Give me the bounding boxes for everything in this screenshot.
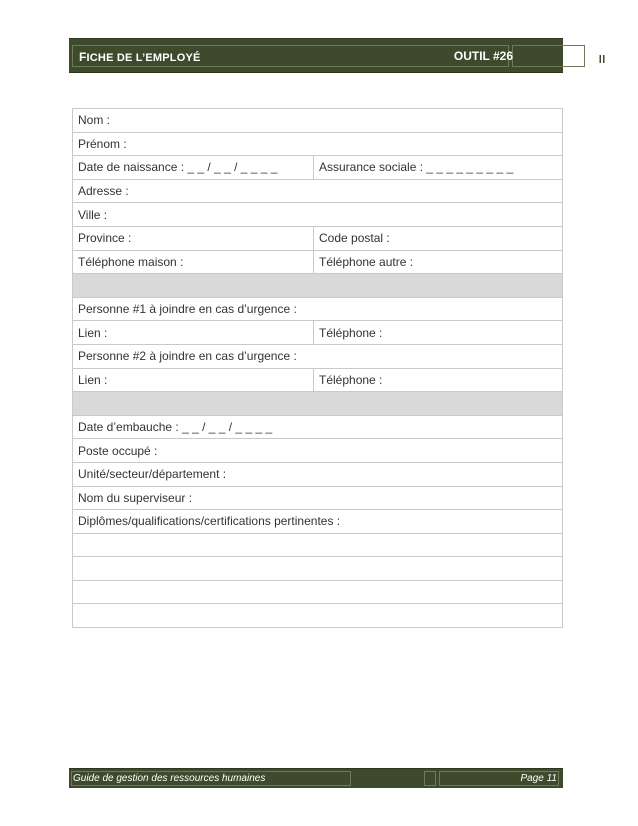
header-tool-cell bbox=[512, 45, 585, 67]
form-row bbox=[73, 226, 563, 250]
separator-row bbox=[73, 274, 563, 298]
field-urgence-1: Personne #1 à joindre en cas d’urgence : bbox=[73, 297, 563, 321]
form-row bbox=[73, 179, 563, 203]
blank-cell bbox=[73, 604, 563, 628]
field-lien-1: Lien : bbox=[73, 321, 314, 345]
form-row bbox=[73, 486, 563, 510]
field-prenom: Prénom : bbox=[73, 132, 563, 156]
field-province: Province : bbox=[73, 226, 314, 250]
field-tel-urgence-2: Téléphone : bbox=[314, 368, 563, 392]
page-title: FICHE DE L’EMPLOYÉ bbox=[79, 50, 201, 64]
form-row bbox=[73, 415, 563, 439]
field-tel-urgence-1: Téléphone : bbox=[314, 321, 563, 345]
field-diplomes: Diplômes/qualifications/certifications pertinentes : bbox=[73, 510, 563, 534]
field-nom: Nom : bbox=[73, 109, 563, 133]
blank-row bbox=[73, 533, 563, 557]
field-superviseur: Nom du superviseur : bbox=[73, 486, 563, 510]
blank-cell bbox=[73, 557, 563, 581]
blank-cell bbox=[73, 533, 563, 557]
form-row bbox=[73, 439, 563, 463]
field-ville: Ville : bbox=[73, 203, 563, 227]
separator-row bbox=[73, 392, 563, 416]
footer-band bbox=[69, 768, 563, 788]
blank-row bbox=[73, 604, 563, 628]
blank-row bbox=[73, 580, 563, 604]
form-row bbox=[73, 344, 563, 368]
blank-cell bbox=[73, 580, 563, 604]
form-row bbox=[73, 321, 563, 345]
field-tel-maison: Téléphone maison : bbox=[73, 250, 314, 274]
field-code-postal: Code postal : bbox=[314, 226, 563, 250]
field-date-embauche: Date d’embauche : _ _ / _ _ / _ _ _ _ bbox=[73, 415, 563, 439]
form-row bbox=[73, 297, 563, 321]
field-lien-2: Lien : bbox=[73, 368, 314, 392]
header-band bbox=[69, 38, 563, 73]
blank-row bbox=[73, 557, 563, 581]
field-assurance-sociale: Assurance sociale : _ _ _ _ _ _ _ _ _ bbox=[314, 156, 563, 180]
form-row bbox=[73, 368, 563, 392]
separator-cell bbox=[73, 274, 563, 298]
form-row bbox=[73, 156, 563, 180]
field-adresse: Adresse : bbox=[73, 179, 563, 203]
field-unite: Unité/secteur/département : bbox=[73, 462, 563, 486]
employee-form bbox=[72, 108, 563, 628]
usb-key-icon bbox=[589, 39, 615, 72]
field-tel-autre: Téléphone autre : bbox=[314, 250, 563, 274]
form-row bbox=[73, 510, 563, 534]
form-row bbox=[73, 203, 563, 227]
footer-page-number: Page 11 bbox=[520, 773, 557, 784]
separator-cell bbox=[73, 392, 563, 416]
form-row bbox=[73, 462, 563, 486]
footer-guide-title: Guide de gestion des ressources humaines bbox=[73, 773, 266, 784]
field-poste: Poste occupé : bbox=[73, 439, 563, 463]
form-row bbox=[73, 132, 563, 156]
footer-cell bbox=[424, 771, 436, 786]
form-row bbox=[73, 250, 563, 274]
field-date-naissance: Date de naissance : _ _ / _ _ / _ _ _ _ bbox=[73, 156, 314, 180]
tool-number: OUTIL #26 bbox=[453, 49, 513, 63]
form-row bbox=[73, 109, 563, 133]
field-urgence-2: Personne #2 à joindre en cas d’urgence : bbox=[73, 344, 563, 368]
